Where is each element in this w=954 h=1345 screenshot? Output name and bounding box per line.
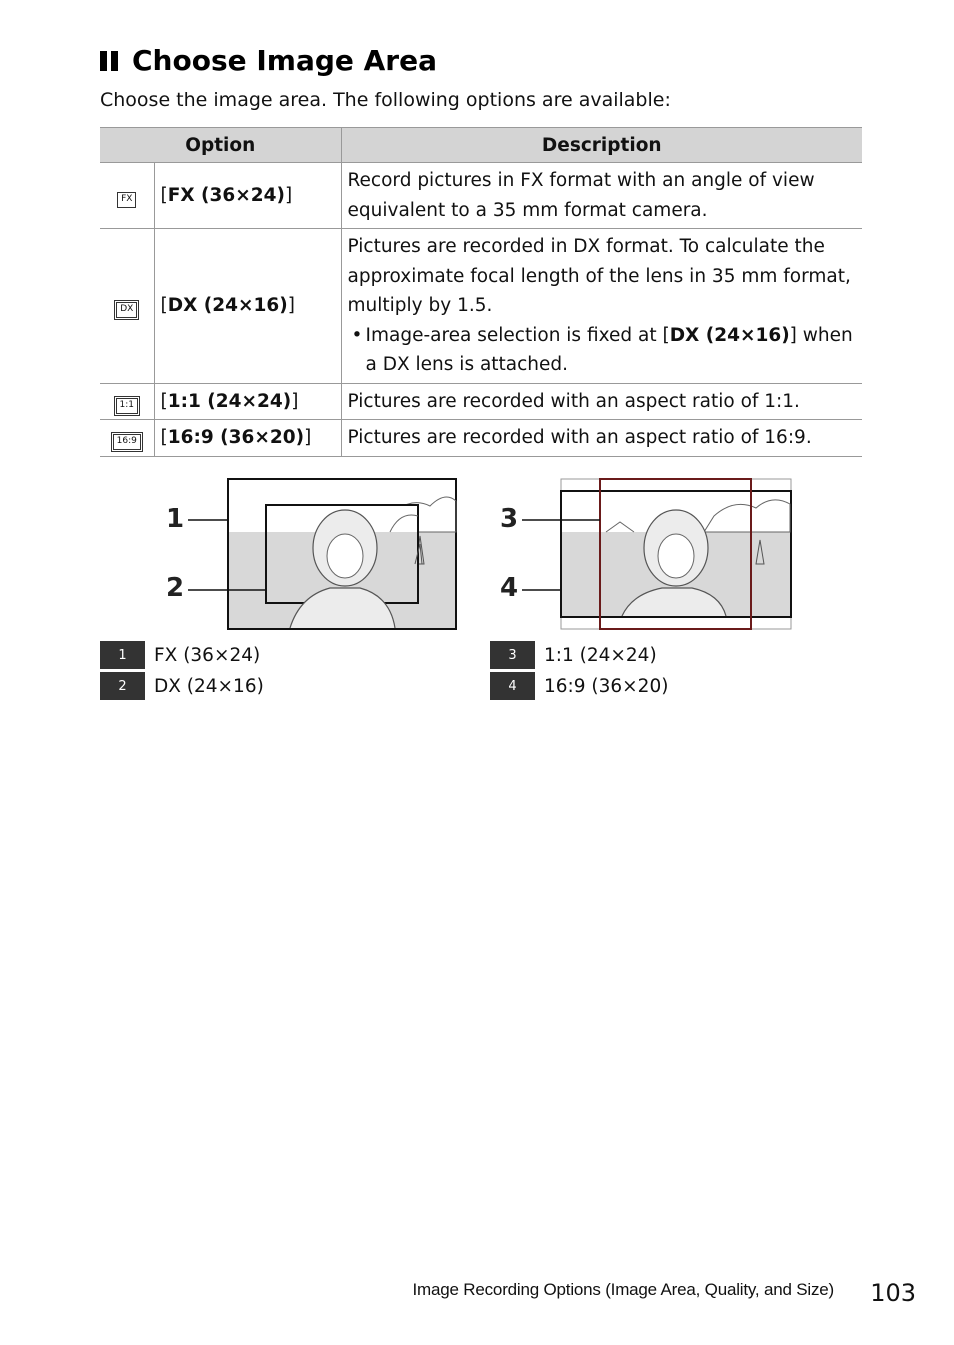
section-marker-icon	[100, 51, 118, 71]
legend-label: DX (24×16)	[154, 675, 264, 697]
legend-item	[100, 640, 264, 670]
legend-label: 16:9 (36×20)	[544, 675, 669, 697]
legend-item	[490, 671, 668, 701]
bullet-note: • Image-area selection is fixed at [DX (24×16)] when a DX lens is attached.	[348, 321, 856, 380]
header-description: Description	[341, 128, 862, 163]
legend-right	[490, 640, 668, 702]
options-table	[100, 127, 862, 457]
ratio-16-9-icon: 16:9	[113, 434, 141, 450]
option-description: Pictures are recorded with an aspect ratio of 1:1.	[341, 383, 862, 420]
legend-label: FX (36×24)	[154, 644, 261, 666]
table-header-row	[100, 128, 862, 163]
callout-2: 2	[166, 573, 185, 603]
legend-number: 1	[100, 641, 145, 669]
option-name: [16:9 (36×20)]	[154, 420, 341, 457]
option-description: Record pictures in FX format with an angle of view equivalent to a 35 mm format camera.	[341, 163, 862, 229]
header-option: Option	[100, 128, 341, 163]
option-name: [1:1 (24×24)]	[154, 383, 341, 420]
callout-3: 3	[500, 504, 519, 534]
legend-left	[100, 640, 264, 702]
ratio-1-1-icon: 1:1	[116, 398, 138, 414]
legend-item	[490, 640, 668, 670]
fx-area-icon: FX	[117, 192, 136, 208]
dx-area-icon: DX	[116, 302, 137, 318]
legend-number: 2	[100, 672, 145, 700]
option-description: Pictures are recorded with an aspect ratio of 16:9.	[341, 420, 862, 457]
legend-label: 1:1 (24×24)	[544, 644, 657, 666]
legend-number: 3	[490, 641, 535, 669]
section-title: Choose Image Area	[132, 44, 437, 77]
table-row	[100, 383, 862, 420]
table-row	[100, 229, 862, 384]
option-name: [DX (24×16)]	[154, 229, 341, 384]
section-heading	[100, 44, 437, 77]
table-row	[100, 420, 862, 457]
callout-1: 1	[166, 504, 185, 534]
legend-number: 4	[490, 672, 535, 700]
table-row	[100, 163, 862, 229]
legend-item	[100, 671, 264, 701]
page-number: 103	[870, 1279, 916, 1307]
footer-section-title: Image Recording Options (Image Area, Quality, and Size)	[412, 1280, 834, 1299]
option-description: Pictures are recorded in DX format. To calculate the approximate focal length of the lens in 35 mm format, multiply by 1.5. • Image-area selection is fixed at [DX (24×16)] when a DX lens is attached.	[341, 229, 862, 384]
ratio-illustration	[494, 476, 794, 634]
fx-dx-illustration	[160, 476, 460, 634]
option-name: [FX (36×24)]	[154, 163, 341, 229]
callout-4: 4	[500, 573, 519, 603]
intro-text: Choose the image area. The following options are available:	[100, 89, 671, 111]
